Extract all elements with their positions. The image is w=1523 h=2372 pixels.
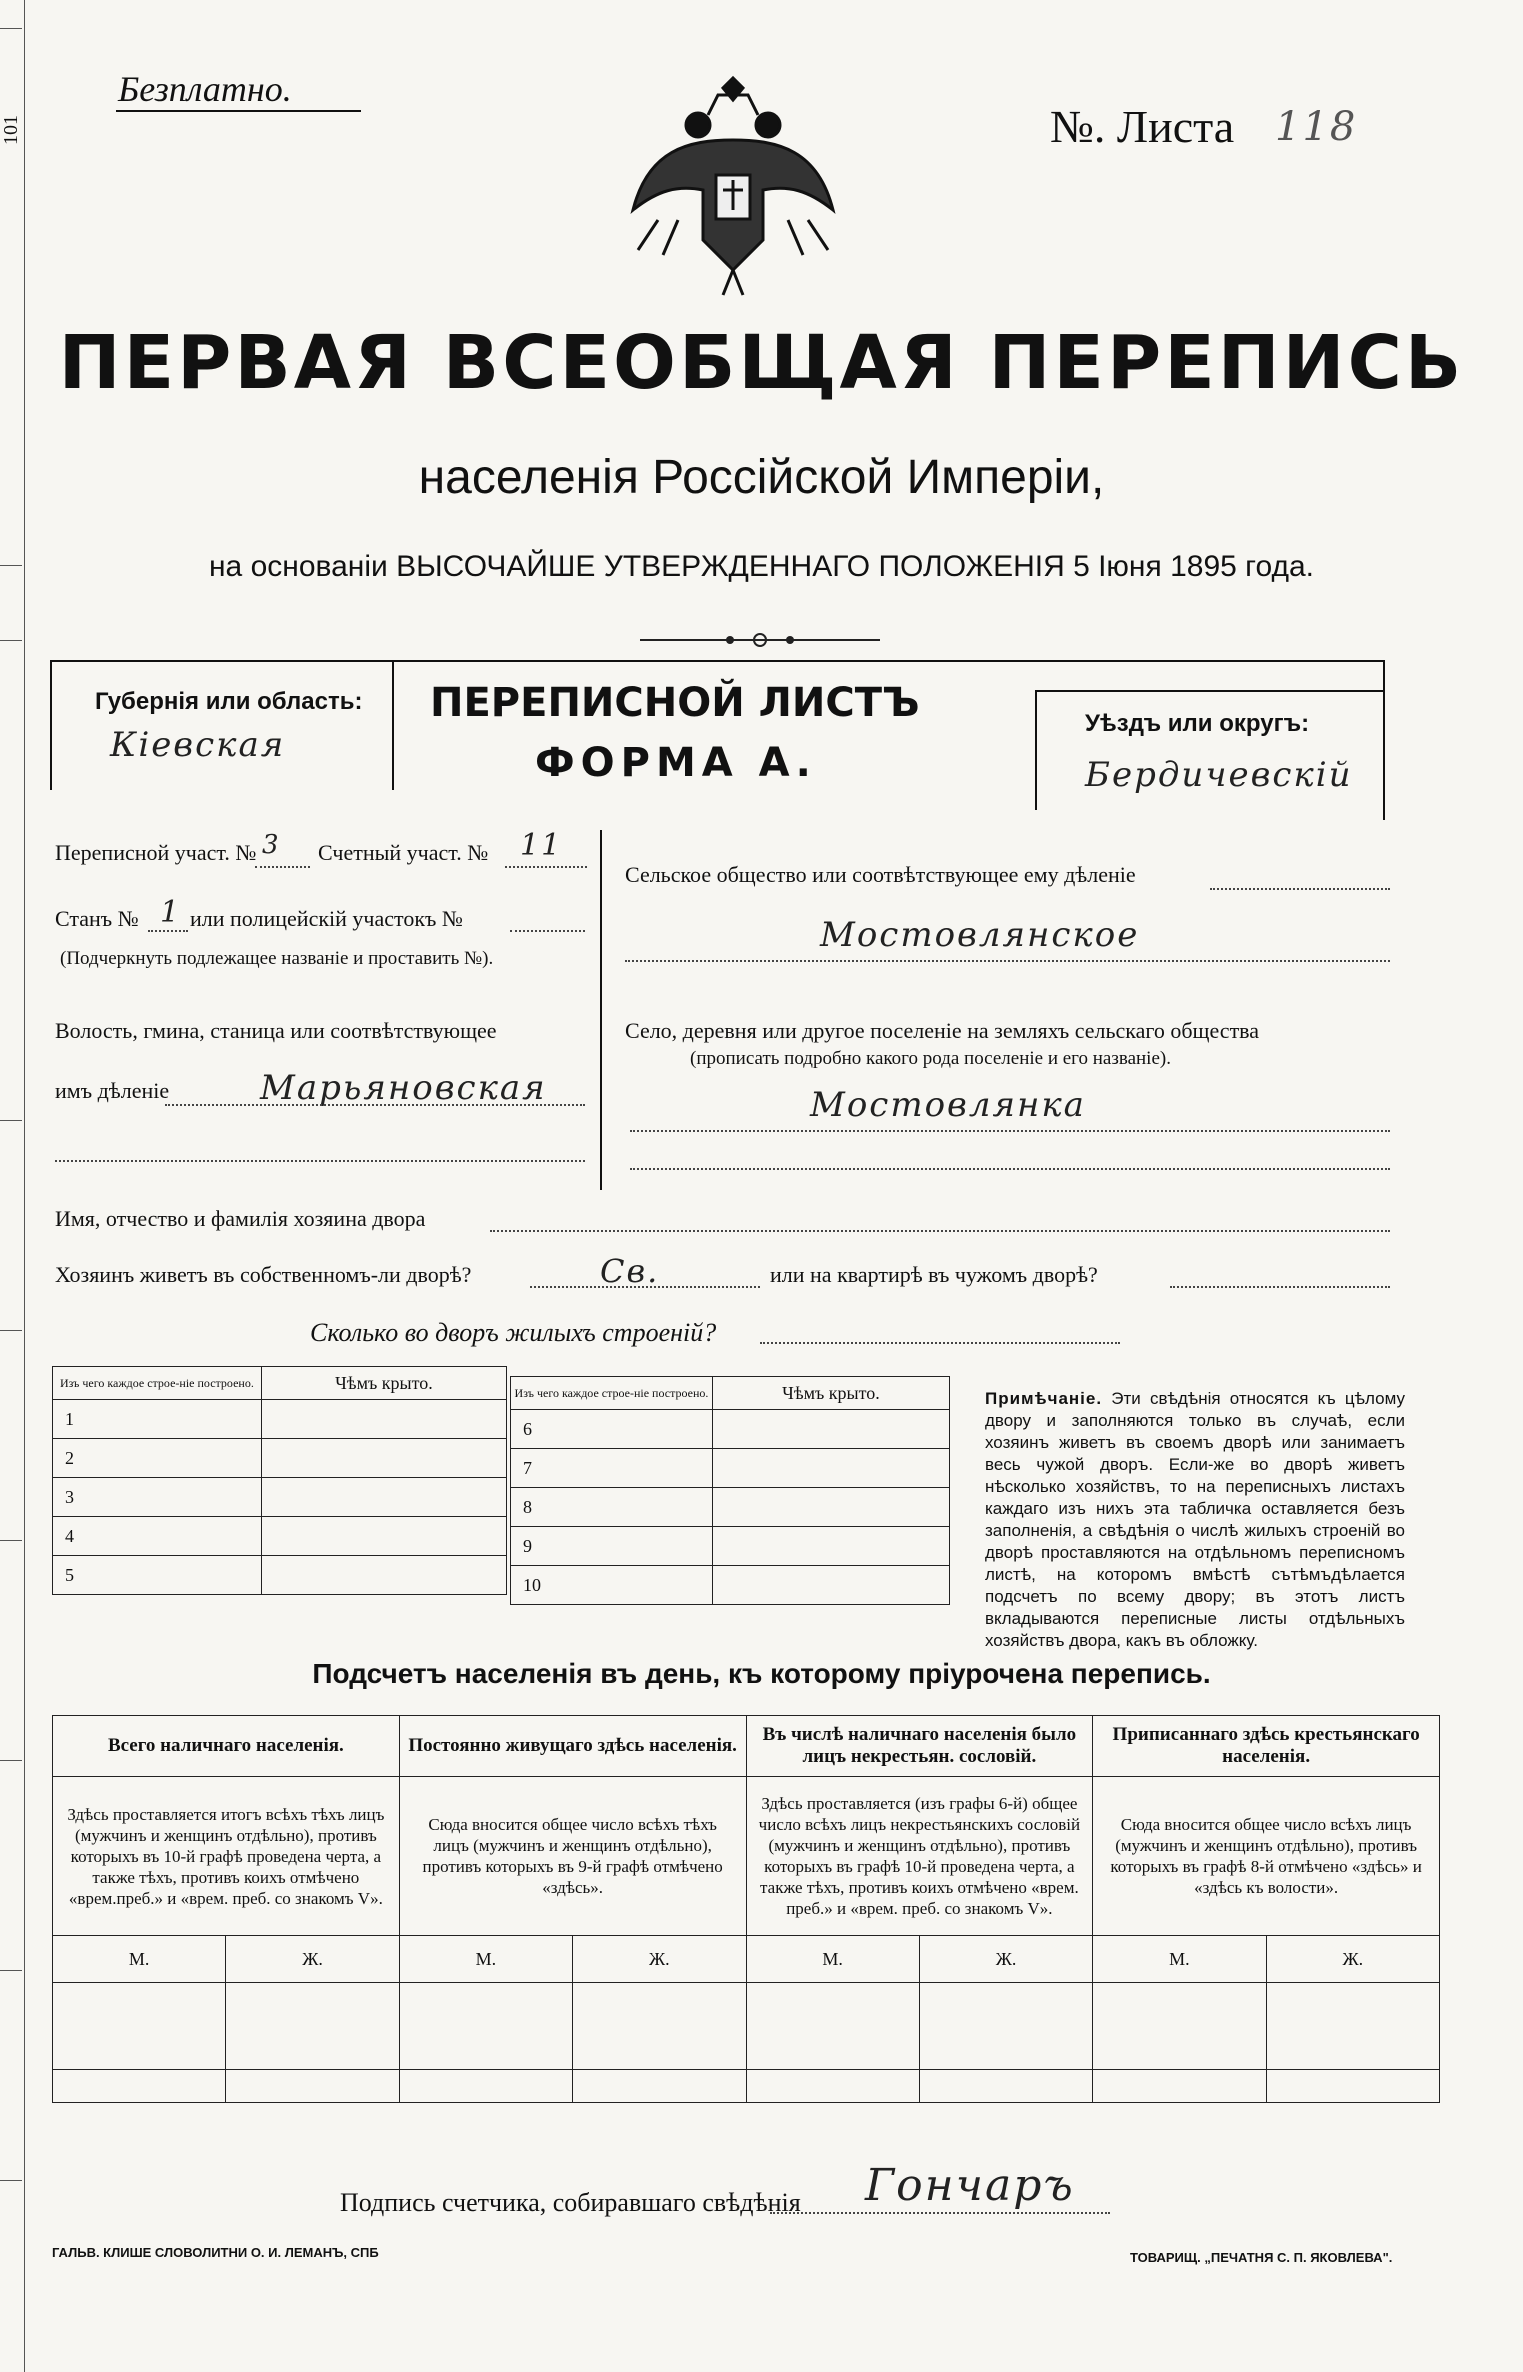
population-table bbox=[52, 1715, 1440, 2103]
printer-credit-left: ГАЛЬВ. КЛИШЕ СЛОВОЛИТНИ О. И. ЛЕМАНЪ, СПБ bbox=[52, 2245, 379, 2260]
pop-col-2-header: Постоянно живущаго здѣсь населенія. bbox=[399, 1716, 746, 1777]
perepis-uchast-dots bbox=[255, 866, 310, 868]
selo-label: Село, деревня или другое поселеніе на земляхъ сельскаго общества bbox=[625, 1018, 1260, 1043]
stan-label: Станъ № bbox=[55, 906, 139, 931]
page-subtitle: населенія Россійской Имперіи, bbox=[418, 451, 1105, 504]
count-cell[interactable] bbox=[399, 2070, 572, 2103]
header-box-right-rule bbox=[1383, 660, 1385, 820]
count-cell[interactable] bbox=[226, 1983, 399, 2070]
legal-basis-text: на основаніи ВЫСОЧАЙШЕ УТВЕРЖДЕННАГО ПОЛОЖЕНІЯ 5 Іюня 1895 года. bbox=[208, 550, 1314, 583]
lives-label: Хозяинъ живетъ въ собственномъ-ли дворѣ? bbox=[55, 1262, 472, 1287]
pop-col-2-desc: Сюда вносится общее число всѣхъ тѣхъ лицъ (мужчинъ и женщинъ отдѣльно), противъ которыхъ въ 9-й графѣ отмѣчено «здѣсь». bbox=[399, 1777, 746, 1936]
count-cell[interactable] bbox=[226, 2070, 399, 2103]
count-cell[interactable] bbox=[746, 2070, 919, 2103]
roof-cell[interactable] bbox=[261, 1439, 506, 1478]
row-number: 9 bbox=[511, 1527, 713, 1566]
printer-credit-right: ТОВАРИЩ. „ПЕЧАТНЯ С. П. ЯКОВЛЕВА". bbox=[1130, 2250, 1393, 2265]
lives-dots bbox=[530, 1286, 760, 1288]
roof-cell[interactable] bbox=[712, 1488, 949, 1527]
male-header: М. bbox=[746, 1936, 919, 1983]
header-box-right-top-rule bbox=[1035, 690, 1385, 692]
schetny-uchast-dots bbox=[505, 866, 587, 868]
note-block bbox=[985, 1388, 1405, 1652]
enumerator-signature[interactable]: Гончаръ bbox=[865, 2160, 1075, 2211]
row-number: 6 bbox=[511, 1410, 713, 1449]
selo-value[interactable]: Мостовлянка bbox=[810, 1085, 1086, 1125]
female-header: Ж. bbox=[919, 1936, 1092, 1983]
count-cell[interactable] bbox=[573, 1983, 746, 2070]
form-title: ПЕРЕПИСНОЙ ЛИСТЪ bbox=[430, 680, 920, 726]
obshchestvo-dots-2 bbox=[625, 960, 1390, 962]
buildings-question: Сколько во дворъ жилыхъ строеній? bbox=[310, 1318, 717, 1347]
selo-dots bbox=[630, 1130, 1390, 1132]
count-cell[interactable] bbox=[919, 2070, 1092, 2103]
table-row bbox=[511, 1566, 950, 1605]
pop-col-3-header: Въ числѣ наличнаго населенія было лицъ некрестьян. сословій. bbox=[746, 1716, 1093, 1777]
note-title: Примѣчаніе. bbox=[985, 1389, 1103, 1408]
female-header: Ж. bbox=[573, 1936, 746, 1983]
gubernia-value[interactable]: Кіевская bbox=[110, 725, 286, 765]
count-cell[interactable] bbox=[1093, 2070, 1266, 2103]
count-cell[interactable] bbox=[1266, 1983, 1439, 2070]
count-cell[interactable] bbox=[746, 1983, 919, 2070]
roof-cell[interactable] bbox=[261, 1400, 506, 1439]
row-number: 10 bbox=[511, 1566, 713, 1605]
page-title: ПЕРВАЯ ВСЕОБЩАЯ ПЕРЕПИСЬ bbox=[58, 320, 1465, 406]
population-title: Подсчетъ населенія въ день, къ которому пріурочена перепись. bbox=[312, 1658, 1211, 1689]
field-column-divider bbox=[600, 830, 602, 1190]
imperial-eagle-icon bbox=[618, 70, 848, 300]
buildings-dots[interactable] bbox=[760, 1342, 1120, 1344]
count-cell[interactable] bbox=[53, 1983, 226, 2070]
row-number: 5 bbox=[53, 1556, 262, 1595]
pop-col-3-desc: Здѣсь проставляется (изъ графы 6-й) общее число всѣхъ лицъ некрестьянскихъ сословій (мужчинъ и женщинъ отдѣльно), противъ которыхъ въ графѣ 10-й проведена черта, а также тѣхъ, противъ коихъ отмѣчено «врем. преб.» и «врем. преб. со знакомъ V». bbox=[746, 1777, 1093, 1936]
police-label: или полицейскій участокъ № bbox=[190, 906, 463, 931]
free-underline bbox=[116, 110, 361, 112]
count-cell[interactable] bbox=[573, 2070, 746, 2103]
header-box-top-rule bbox=[50, 660, 1385, 662]
volost-label-2: имъ дѣленіе bbox=[55, 1078, 170, 1103]
header-box-left-rule bbox=[50, 660, 52, 790]
schetny-uchast-value[interactable]: 11 bbox=[520, 828, 563, 863]
buildings-col-material-2: Изъ чего каждое строе-ніе построено. bbox=[511, 1377, 713, 1410]
stan-hint: (Подчеркнуть подлежащее названіе и проставить №). bbox=[60, 948, 494, 969]
table-row bbox=[511, 1527, 950, 1566]
female-header: Ж. bbox=[226, 1936, 399, 1983]
count-cell[interactable] bbox=[919, 1983, 1092, 2070]
roof-cell[interactable] bbox=[712, 1527, 949, 1566]
table-row bbox=[511, 1449, 950, 1488]
roof-cell[interactable] bbox=[261, 1517, 506, 1556]
row-number: 2 bbox=[53, 1439, 262, 1478]
margin-number: 101 bbox=[0, 115, 22, 145]
table-row bbox=[53, 1556, 507, 1595]
count-cell[interactable] bbox=[399, 1983, 572, 2070]
lives-value[interactable]: Св. bbox=[600, 1252, 660, 1290]
buildings-col-material: Изъ чего каждое строе-ніе построено. bbox=[53, 1367, 262, 1400]
pop-col-1-desc: Здѣсь проставляется итогъ всѣхъ тѣхъ лицъ (мужчинъ и женщинъ отдѣльно), противъ которыхъ въ 10-й графѣ проведена черта, а также тѣхъ, противъ коихъ отмѣчено «врем.преб.» и «врем. преб. со знакомъ V». bbox=[53, 1777, 400, 1936]
uezd-label: Уѣздъ или округъ: bbox=[1085, 710, 1310, 737]
stan-dots bbox=[148, 930, 188, 932]
row-number: 4 bbox=[53, 1517, 262, 1556]
buildings-table-right bbox=[510, 1376, 950, 1605]
male-header: М. bbox=[1093, 1936, 1266, 1983]
female-header: Ж. bbox=[1266, 1936, 1439, 1983]
obshchestvo-value[interactable]: Мостовлянское bbox=[820, 915, 1140, 955]
buildings-col-roof: Чѣмъ крыто. bbox=[261, 1367, 506, 1400]
pop-col-1-header: Всего наличнаго населенія. bbox=[53, 1716, 400, 1777]
table-row bbox=[511, 1410, 950, 1449]
roof-cell[interactable] bbox=[712, 1449, 949, 1488]
selo-hint: (прописать подробно какого рода поселеніе и его названіе). bbox=[690, 1048, 1171, 1069]
obshchestvo-label: Сельское общество или соотвѣтствующее ему дѣленіе bbox=[625, 862, 1136, 887]
male-header: М. bbox=[399, 1936, 572, 1983]
table-row bbox=[53, 1478, 507, 1517]
obshchestvo-dots bbox=[1210, 888, 1390, 890]
sheet-number-label: №. Листа bbox=[1050, 101, 1235, 152]
count-cell[interactable] bbox=[1093, 1983, 1266, 2070]
row-number: 7 bbox=[511, 1449, 713, 1488]
roof-cell[interactable] bbox=[712, 1566, 949, 1605]
roof-cell[interactable] bbox=[261, 1556, 506, 1595]
table-row bbox=[53, 1517, 507, 1556]
selo-dots-2 bbox=[630, 1168, 1390, 1170]
count-cell[interactable] bbox=[53, 2070, 226, 2103]
buildings-col-roof-2: Чѣмъ крыто. bbox=[712, 1377, 949, 1410]
buildings-table-left bbox=[52, 1366, 507, 1595]
perepis-uchast-label: Переписной участ. № bbox=[55, 840, 257, 865]
volost-value[interactable]: Марьяновская bbox=[260, 1068, 547, 1108]
schetny-uchast-label: Счетный участ. № bbox=[318, 840, 489, 865]
table-row bbox=[511, 1488, 950, 1527]
signature-label: Подпись счетчика, собиравшаго свѣдѣнія bbox=[340, 2188, 801, 2217]
table-row bbox=[53, 2070, 1440, 2103]
header-box-divider-2 bbox=[1035, 690, 1037, 810]
police-dots bbox=[510, 930, 585, 932]
row-number: 8 bbox=[511, 1488, 713, 1527]
table-row bbox=[53, 1400, 507, 1439]
row-number: 3 bbox=[53, 1478, 262, 1517]
note-text: Эти свѣдѣнія относятся къ цѣлому двору и заполняются только въ случаѣ, если хозяинъ живетъ въ своемъ дворѣ или занимаетъ весь чужой дворъ. Если-же во дворѣ живетъ нѣсколько хозяйствъ, то на переписныхъ листахъ каждаго изъ нихъ эта табличка оставляется безъ заполненія, а свѣдѣнія о числѣ жилыхъ строеній во дворѣ проставляются на отдѣльномъ переписномъ листѣ, на которомъ вмѣстѣ сътѣмъдѣлается подсчетъ по всему двору; въ этотъ листъ вкладываются переписные листы отдѣльныхъ хозяйствъ двора, какъ въ обложку. bbox=[985, 1389, 1405, 1650]
table-row bbox=[53, 1983, 1440, 2070]
lives-other-label: или на квартирѣ въ чужомъ дворѣ? bbox=[770, 1262, 1098, 1287]
ornament-divider-icon bbox=[640, 632, 880, 648]
pop-col-4-desc: Сюда вносится общее число всѣхъ лицъ (мужчинъ и женщинъ отдѣльно), противъ которыхъ въ графѣ 8-й отмѣчено «здѣсь» и «здѣсь къ волости». bbox=[1093, 1777, 1440, 1936]
male-header: М. bbox=[53, 1936, 226, 1983]
table-row bbox=[53, 1439, 507, 1478]
pop-col-4-header: Приписаннаго здѣсь крестьянскаго населенія. bbox=[1093, 1716, 1440, 1777]
lives-other-dots[interactable] bbox=[1170, 1286, 1390, 1288]
owner-dots[interactable] bbox=[490, 1230, 1390, 1232]
signature-dots bbox=[770, 2212, 1110, 2214]
uezd-value[interactable]: Бердичевскій bbox=[1085, 755, 1353, 795]
roof-cell[interactable] bbox=[712, 1410, 949, 1449]
sheet-number-value: 118 bbox=[1275, 104, 1358, 150]
stan-value[interactable]: 1 bbox=[160, 895, 182, 930]
roof-cell[interactable] bbox=[261, 1478, 506, 1517]
perepis-uchast-value[interactable]: 3 bbox=[262, 830, 281, 860]
count-cell[interactable] bbox=[1266, 2070, 1439, 2103]
volost-dots bbox=[165, 1104, 585, 1106]
volost-label: Волость, гмина, станица или соотвѣтствующее bbox=[55, 1018, 497, 1043]
form-subtitle: ФОРМА А. bbox=[535, 740, 817, 786]
row-number: 1 bbox=[53, 1400, 262, 1439]
header-box-divider-1 bbox=[392, 660, 394, 790]
gubernia-label: Губернія или область: bbox=[95, 688, 363, 715]
owner-label: Имя, отчество и фамилія хозяина двора bbox=[55, 1206, 426, 1231]
volost-dots-2 bbox=[55, 1160, 585, 1162]
free-of-charge-label: Безплатно. bbox=[118, 69, 292, 109]
